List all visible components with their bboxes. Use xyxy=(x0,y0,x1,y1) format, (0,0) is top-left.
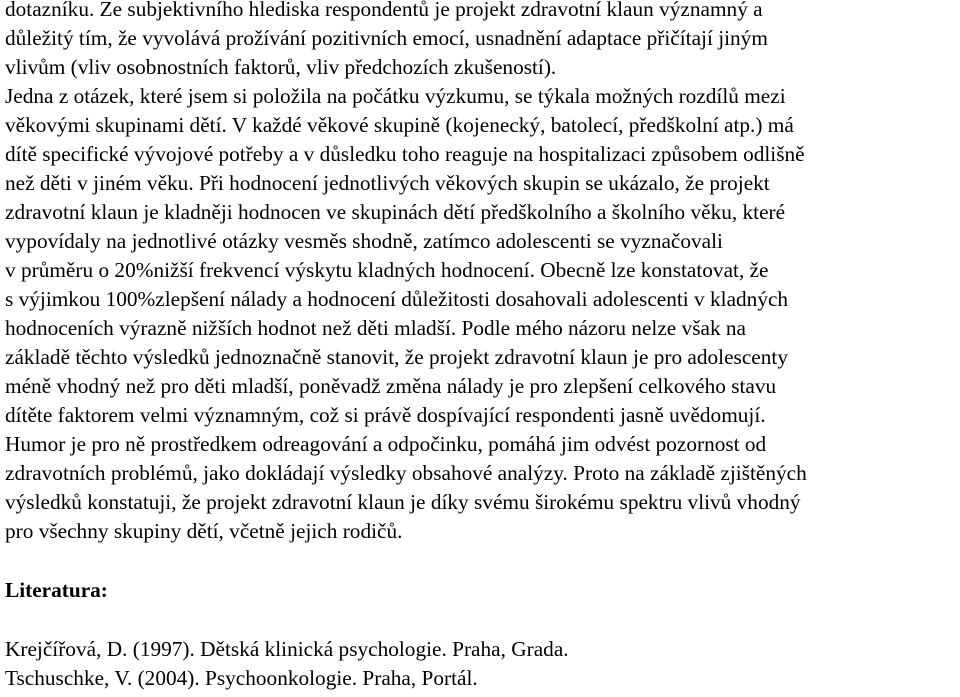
paragraph-line: s výjimkou 100%zlepšení nálady a hodnocení důležitosti dosahovali adolescenti v kladných xyxy=(5,287,789,311)
paragraph-line: věkovými skupinami dětí. V každé věkové skupině (kojenecký, batolecí, předškolní atp.) má xyxy=(5,113,794,137)
paragraph-line: důležitý tím, že vyvolává prožívání pozitivních emocí, usnadnění adaptace přičítají jiným xyxy=(5,26,768,50)
paragraph-line: vlivům (vliv osobnostních faktorů, vliv předchozích zkušeností). xyxy=(5,55,557,79)
paragraph-line: vypovídaly na jednotlivé otázky vesměs shodně, zatímco adolescenti se vyznačovali xyxy=(5,229,723,253)
paragraph-line: než děti v jiném věku. Při hodnocení jednotlivých věkových skupin se ukázalo, že projekt xyxy=(5,171,770,195)
paragraph-line: pro všechny skupiny dětí, včetně jejich rodičů. xyxy=(5,519,403,543)
paragraph-line: základě těchto výsledků jednoznačně stanovit, že projekt zdravotní klaun je pro adolescenty xyxy=(5,345,788,369)
paragraph-line: dítě specifické vývojové potřeby a v důsledku toho reaguje na hospitalizaci způsobem odlišně xyxy=(5,142,805,166)
paragraph-line: zdravotních problémů, jako dokládají výsledky obsahové analýzy. Proto na základě zjištěných xyxy=(5,461,807,485)
reference-item: Krejčířová, D. (1997). Dětská klinická psychologie. Praha, Grada. xyxy=(5,637,569,661)
paragraph-line: výsledků konstatuji, že projekt zdravotní klaun je díky svému širokému spektru vlivů vhodný xyxy=(5,490,801,514)
reference-item: Tschuschke, V. (2004). Psychoonkologie. Praha, Portál. xyxy=(5,666,478,690)
paragraph-line: v průměru o 20%nižší frekvencí výskytu kladných hodnocení. Obecně lze konstatovat, že xyxy=(5,258,769,282)
references-heading: Literatura: xyxy=(5,578,108,602)
paragraph-line: dotazníku. Ze subjektivního hlediska respondentů je projekt zdravotní klaun významný a xyxy=(5,0,763,21)
paragraph-line: méně vhodný než pro děti mladší, poněvadž změna nálady je pro zlepšení celkového stavu xyxy=(5,374,777,398)
paragraph-line: hodnoceních výrazně nižších hodnot než děti mladší. Podle mého názoru nelze však na xyxy=(5,316,747,340)
paragraph-line: dítěte faktorem velmi významným, což si právě dospívající respondenti jasně uvědomují. xyxy=(5,403,766,427)
paragraph-line: Jedna z otázek, které jsem si položila na počátku výzkumu, se týkala možných rozdílů mezi xyxy=(5,84,786,108)
paragraph-line: Humor je pro ně prostředkem odreagování a odpočinku, pomáhá jim odvést pozornost od xyxy=(5,432,767,456)
paragraph-line: zdravotní klaun je kladněji hodnocen ve skupinách dětí předškolního a školního věku, které xyxy=(5,200,786,224)
